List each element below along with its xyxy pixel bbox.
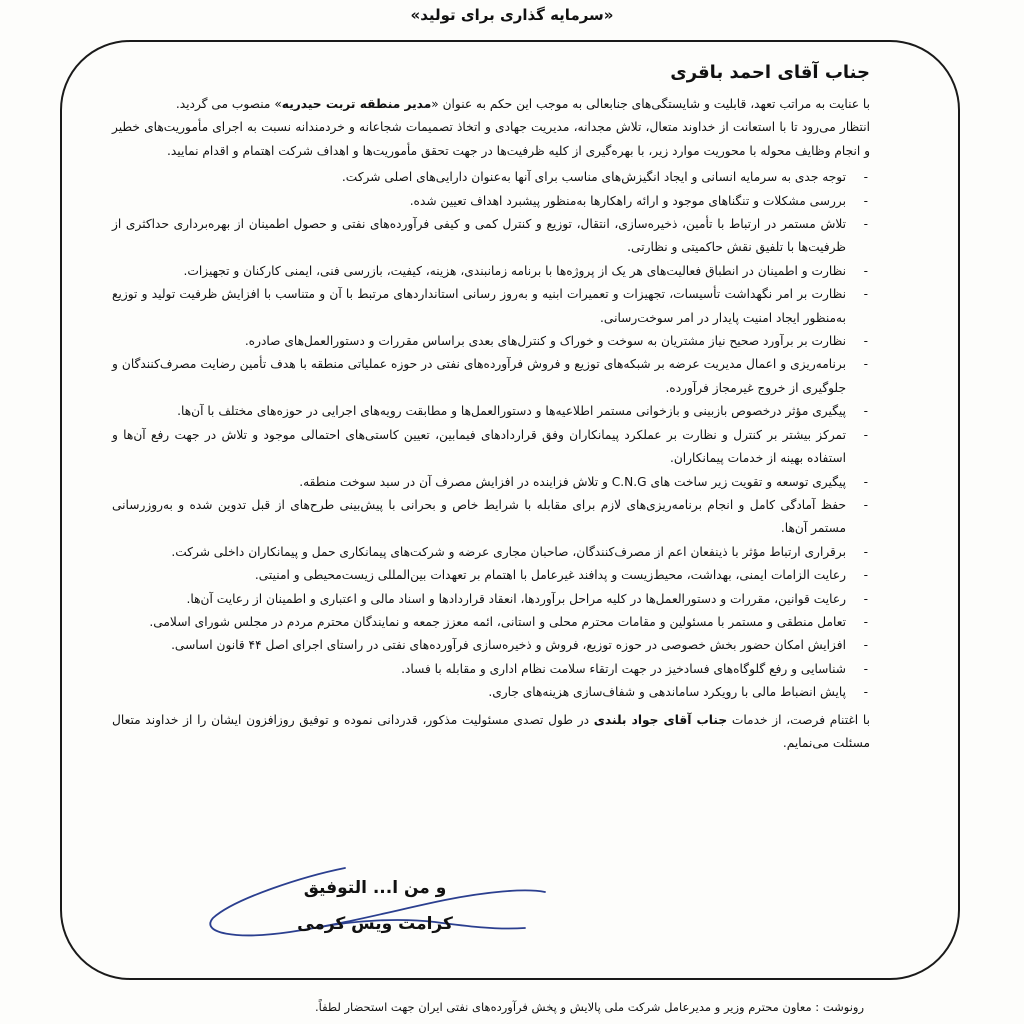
- signature-block: [290, 870, 460, 942]
- list-item: - پیگیری مؤثر درخصوص بازبینی و بازخوانی مستمر اطلاعیه‌ها و دستورالعمل‌ها و مطابقت رویه‌های اجرایی در حوزه‌های مختلف با آن‌ها.: [112, 400, 870, 423]
- list-item: - توجه جدی به سرمایه انسانی و ایجاد انگیزش‌های مناسب برای آنها به‌عنوان دارایی‌های اصلی شرکت.: [112, 166, 870, 189]
- list-item: - پایش انضباط مالی با رویکرد ساماندهی و شفاف‌سازی هزینه‌های جاری.: [112, 681, 870, 704]
- list-item: - برقراری ارتباط مؤثر با ذینفعان اعم از مصرف‌کنندگان، صاحبان مجاری عرضه و شرکت‌های پیمانکاری حمل و پیمانکاران داخلی شرکت.: [112, 541, 870, 564]
- list-item: - شناسایی و رفع گلوگاه‌های فسادخیز در جهت ارتقاء سلامت نظام اداری و مقابله با فساد.: [112, 658, 870, 681]
- letter-body: [112, 62, 870, 755]
- list-item: - افزایش امکان حضور بخش خصوصی در حوزه توزیع، فروش و ذخیره‌سازی فرآورده‌های نفتی در راستای اجرای اصل ۴۴ قانون اساسی.: [112, 634, 870, 657]
- list-item: - تعامل منطقی و مستمر با مسئولین و مقامات محترم محلی و استانی، ائمه معزز جمعه و نمایندگان محترم مردم در مجلس شورای اسلامی.: [112, 611, 870, 634]
- list-item: - تمرکز بیشتر بر کنترل و نظارت بر عملکرد پیمانکاران وفق قراردادهای فیمابین، تعیین کاستی‌های احتمالی موجود و تلاش در جهت رفع آن‌ها و استفاده بهینه از خدمات پیمانکاران.: [112, 424, 870, 471]
- salutation: جناب آقای احمد باقری: [670, 62, 870, 83]
- closing-text-after: در طول تصدی مسئولیت مذکور، قدردانی نموده و توفیق روزافزون ایشان را از خداوند متعال مسئلت می‌نمایم.: [112, 712, 870, 750]
- list-item: - نظارت و اطمینان در انطباق فعالیت‌های هر یک از پروژه‌ها با برنامه زمانبندی، هزینه، کیفیت، بازرسی فنی، ایمنی کارکنان و تجهیزات.: [112, 260, 870, 283]
- list-item: - نظارت بر امر نگهداشت تأسیسات، تجهیزات و تعمیرات ابنیه و به‌روز رسانی استانداردهای مرتبط با آن و متناسب با افزایش ظرفیت تولید و توزیع به‌منظور ایجاد امنیت پایدار در امر سوخت‌رسانی.: [112, 283, 870, 330]
- position-title: مدیر منطقه تربت حیدریه: [281, 97, 432, 111]
- duties-list: [112, 166, 870, 704]
- list-item: - بررسی مشکلات و تنگناهای موجود و ارائه راهکارها به‌منظور پیشبرد اهداف تعیین شده.: [112, 190, 870, 213]
- intro-text-before: با عنایت به مراتب تعهد، قابلیت و شایستگی‌های جنابعالی به موجب این حکم به عنوان «: [431, 97, 870, 111]
- list-item: - حفظ آمادگی کامل و انجام برنامه‌ریزی‌های لازم برای مقابله با شرایط خاص و بحرانی با پیش‌بینی طرح‌های از قبل تدوین شده و به‌روزرسانی مستمر آن‌ها.: [112, 494, 870, 541]
- closing-paragraph: [112, 709, 870, 756]
- closing-text-before: با اغتنام فرصت، از خدمات: [727, 712, 870, 727]
- list-item: - نظارت بر برآورد صحیح نیاز مشتریان به سوخت و خوراک و کنترل‌های بعدی براساس مقررات و دستورالعمل‌های صادره.: [112, 330, 870, 353]
- list-item: - پیگیری توسعه و تقویت زیر ساخت های C.N.G و تلاش فزاینده در افزایش مصرف آن در سبد سوخت منطقه.: [112, 471, 870, 494]
- cc-footnote: رونوشت : معاون محترم وزیر و مدیرعامل شرکت ملی پالایش و پخش فرآورده‌های نفتی ایران جهت استحضار لطفاً.: [314, 1000, 864, 1014]
- motto-header: «سرمایه گذاری برای تولید»: [410, 6, 614, 24]
- list-item: - برنامه‌ریزی و اعمال مدیریت عرضه بر شبکه‌های توزیع و فروش فرآورده‌های نفتی در حوزه عملیاتی منطقه با هدف تأمین رضایت مصرف‌کنندگان و جلوگیری از خروج غیرمجاز فرآورده.: [112, 353, 870, 400]
- expectations-paragraph: انتظار می‌رود تا با استعانت از خداوند متعال، تلاش مجدانه، مدیریت جهادی و اتخاذ تصمیمات شجاعانه و خردمندانه نسبت به اجرای مأموریت‌های خطیر و انجام وظایف محوله با محوریت موارد زیر، با بهره‌گیری از کلیه ظرفیت‌ها در جهت تحقق مأموریت‌ها و اهداف شرکت اهتمام و اقدام نمایید.: [112, 120, 870, 158]
- list-item: - تلاش مستمر در ارتباط با تأمین، ذخیره‌سازی، انتقال، توزیع و کنترل کمی و کیفی فرآورده‌های نفتی و حصول اطمینان از بهره‌برداری حداکثری از ظرفیت‌ها با تلفیق نقش حاکمیتی و نظارتی.: [112, 213, 870, 260]
- signatory-name: کرامت ویس کرمی: [297, 914, 453, 934]
- intro-text-after: » منصوب می گردید.: [175, 97, 282, 111]
- predecessor-name: جناب آقای جواد بلندی: [593, 712, 728, 727]
- sign-off-phrase: و من ا... التوفیق: [303, 878, 447, 898]
- appointment-paragraph: [112, 93, 870, 116]
- list-item: - رعایت الزامات ایمنی، بهداشت، محیط‌زیست و پدافند غیرعامل با اهتمام بر تعهدات بین‌المللی زیست‌محیطی و امنیتی.: [112, 564, 870, 587]
- list-item: - رعایت قوانین، مقررات و دستورالعمل‌ها در کلیه مراحل برآوردها، انعقاد قراردادها و اسناد مالی و اعتباری و اطمینان از رعایت آن‌ها.: [112, 588, 870, 611]
